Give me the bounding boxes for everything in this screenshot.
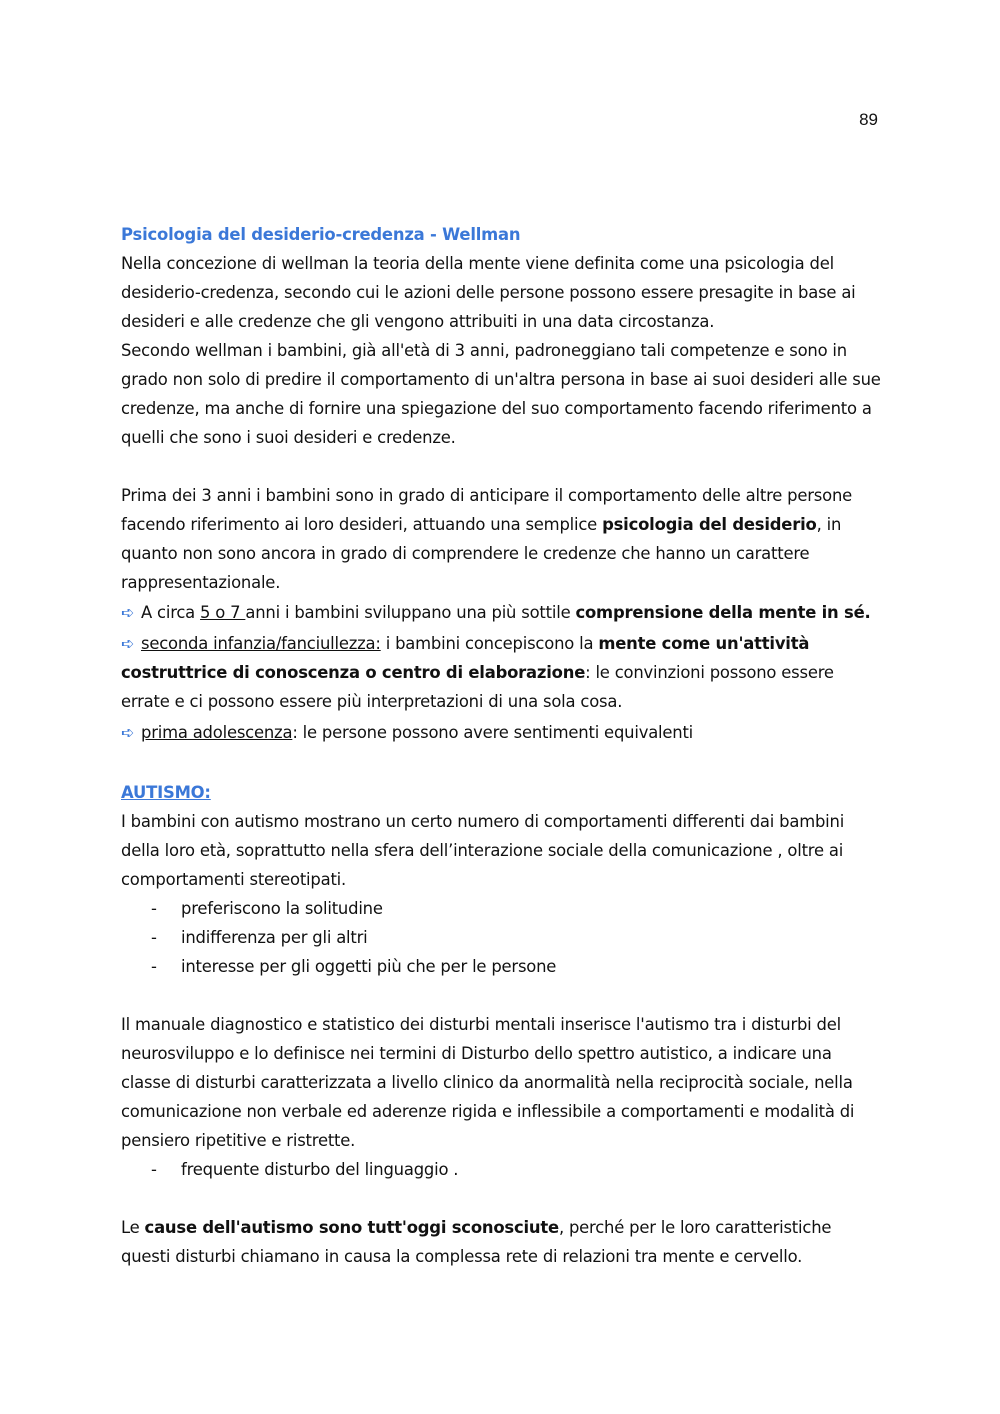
section-heading-wellman: Psicologia del desiderio-credenza - Wellman <box>121 225 521 244</box>
document-body <box>121 220 881 1271</box>
text-run: , in quanto non sono ancora in grado di comprendere le credenze che hanno un carattere rappresentazionale. <box>121 515 842 592</box>
bold-text: cause dell'autismo sono tutt'oggi sconosciute <box>144 1218 559 1237</box>
list-item <box>121 1155 881 1184</box>
text-run: : le convinzioni possono essere errate e ci possono essere più interpretazioni di una sola cosa. <box>121 663 834 711</box>
arrow-right-icon: ➪ <box>121 634 135 653</box>
bold-text: comprensione della mente in sé. <box>575 603 871 622</box>
bold-text: psicologia del desiderio <box>602 515 817 534</box>
bullet-dash: - <box>151 899 157 918</box>
list-item-text: preferiscono la solitudine <box>181 899 383 918</box>
underlined-text: prima adolescenza <box>141 723 293 742</box>
bullet-dash: - <box>151 1160 157 1179</box>
bullet-dash: - <box>151 957 157 976</box>
text-run: Le <box>121 1218 145 1237</box>
text-run: Prima dei 3 anni i bambini sono in grado di anticipare il comportamento delle altre persone facendo riferimento ai loro desideri, attuando una semplice <box>121 486 853 534</box>
paragraph <box>121 481 881 597</box>
bullet-dash: - <box>151 928 157 947</box>
list-item <box>121 894 881 923</box>
section-heading-autismo[interactable]: AUTISMO: <box>121 783 211 802</box>
text-run: i bambini concepiscono la <box>380 634 599 653</box>
arrow-item <box>121 718 881 747</box>
paragraph: I bambini con autismo mostrano un certo numero di comportamenti differenti dai bambini della loro età, soprattutto nella sfera dell’interazione sociale della comunicazione , oltre ai comportamenti stereotipati. <box>121 812 845 889</box>
text-run: A circa <box>141 603 201 622</box>
list-item-text: interesse per gli oggetti più che per le persone <box>181 957 557 976</box>
list-item-text: indifferenza per gli altri <box>181 928 368 947</box>
text-run: , perché per le loro caratteristiche questi disturbi chiamano in causa la complessa rete di relazioni tra mente e cervello. <box>121 1218 832 1266</box>
text-run: : le persone possono avere sentimenti equivalenti <box>292 723 694 742</box>
arrow-right-icon: ➪ <box>121 723 135 742</box>
text-run: anni i bambini sviluppano una più sottile <box>245 603 576 622</box>
bold-text: mente come un'attività costruttrice di conoscenza o centro di elaborazione <box>121 634 810 682</box>
paragraph: Nella concezione di wellman la teoria della mente viene definita come una psicologia del desiderio-credenza, secondo cui le azioni delle persone possono essere presagite in base ai desideri e alle credenze che gli vengono attribuiti in una data circostanza. <box>121 254 856 331</box>
list-item <box>121 952 881 981</box>
paragraph <box>121 1213 881 1271</box>
list-item <box>121 923 881 952</box>
list-item-text: frequente disturbo del linguaggio . <box>181 1160 459 1179</box>
arrow-item <box>121 598 881 627</box>
underlined-text: seconda infanzia/fanciullezza: <box>141 634 381 653</box>
page-number: 89 <box>859 110 878 129</box>
underlined-text: 5 o 7 <box>200 603 246 622</box>
paragraph: Secondo wellman i bambini, già all'età di 3 anni, padroneggiano tali competenze e sono in grado non solo di predire il comportamento di un'altra persona in base ai suoi desideri alle sue credenze, ma anche di fornire una spiegazione del suo comportamento facendo riferimento a quelli che sono i suoi desideri e credenze. <box>121 341 881 447</box>
paragraph: Il manuale diagnostico e statistico dei disturbi mentali inserisce l'autismo tra i disturbi del neurosviluppo e lo definisce nei termini di Disturbo dello spettro autistico, a indicare una classe di disturbi caratterizzata a livello clinico da anormalità nella reciprocità sociale, nella comunicazione non verbale ed aderenze rigida e inflessibile a comportamenti e modalità di pensiero ripetitive e ristrette. <box>121 1015 855 1150</box>
arrow-right-icon: ➪ <box>121 603 135 622</box>
arrow-item <box>121 629 881 716</box>
